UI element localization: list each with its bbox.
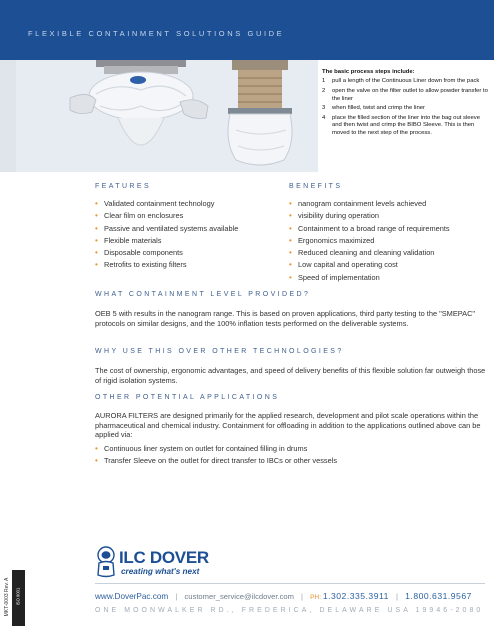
process-steps-title: The basic process steps include: [322,69,415,75]
features-item [95,223,238,235]
containment-level-heading: WHAT CONTAINMENT LEVEL PROVIDED? [95,291,311,298]
process-step [322,88,490,104]
features-list [95,198,238,272]
features-item-text: Retrofits to existing filters [104,260,187,270]
process-steps [322,69,490,138]
process-step-number: 3 [322,105,326,112]
page-title: FLEXIBLE CONTAINMENT SOLUTIONS GUIDE [28,29,285,38]
separator: | [396,592,399,601]
benefits-item [289,259,450,271]
features-item [95,198,238,210]
features-item-text: Disposable components [104,248,183,258]
separator: | [301,592,304,601]
process-step [322,115,490,139]
benefits-item [289,210,450,222]
bullet-icon: • [289,223,292,233]
benefits-heading: BENEFITS [289,183,343,190]
bullet-icon: • [95,235,98,245]
process-step-number: 2 [322,87,326,94]
bullet-icon: • [289,260,292,270]
benefits-list [289,198,450,284]
certification-text: ISO 9001 [15,587,21,606]
footer-address: ONE MOONWALKER RD., FREDERICA, DELAWARE USA 19946-2080 [95,607,484,614]
document-code-text: MKT-0003 Rev. A [4,577,10,617]
features-item [95,247,238,259]
other-applications-item-text: Transfer Sleeve on the outlet for direct transfer to IBCs or other vessels [104,456,338,466]
other-applications-list [95,443,337,468]
bullet-icon: • [289,235,292,245]
other-applications-text: AURORA FILTERS are designed primarily for the applied research, development and pilot scale operations within the pharmaceutical and chemical industry. Containment for offloading in addition to the applications outlined above can be applied via: [95,411,481,440]
bullet-icon: • [289,248,292,258]
benefits-item [289,198,450,210]
process-step-text: pull a length of the Continuous Liner down from the pack [332,78,480,85]
features-item [95,259,238,271]
benefits-item [289,223,450,235]
bullet-icon: • [289,272,292,282]
bullet-icon: • [95,199,98,208]
company-logo[interactable] [95,546,245,582]
benefits-item-text: Reduced cleaning and cleaning validation [298,248,435,258]
features-item-text: Validated containment technology [104,199,215,208]
features-item [95,210,238,222]
features-item-text: Passive and ventilated systems available [104,223,239,233]
benefits-item-text: visibility during operation [298,211,379,221]
features-heading: FEATURES [95,183,152,190]
bullet-icon: • [289,211,292,221]
astronaut-icon [95,546,117,578]
certification-badge [12,570,25,626]
containment-level-text: OEB 5 with results in the nanogram range. This is based on proven applications, third party testing to the "SMEPAC" protocols on similar designs, and the 100% inflation tests performed on the deliverable systems. [95,309,476,328]
benefits-item-text: Containment to a broad range of requirements [298,223,450,233]
benefits-item [289,247,450,259]
features-item-text: Clear film on enclosures [104,211,184,221]
features-item [95,235,238,247]
other-applications-item-text: Continuous liner system on outlet for contained filling in drums [104,444,308,453]
bullet-icon: • [95,260,98,270]
logo-tagline: creating what's next [121,567,200,576]
other-applications-item [95,455,337,467]
bullet-icon: • [95,444,98,453]
bullet-icon: • [95,456,98,466]
product-photo [0,60,318,172]
phone-label: PH [310,594,320,601]
process-step-number: 1 [322,78,326,85]
email-link[interactable]: customer_service@ilcdover.com [184,592,294,601]
bullet-icon: • [289,199,292,208]
other-applications-item [95,443,337,455]
benefits-item-text: Low capital and operating cost [298,260,398,270]
bullet-icon: • [95,223,98,233]
process-step-text: place the filled section of the liner into the bag out sleeve and then twist and crimp the BIBO Sleeve. This is then moved to the next step of the process. [332,114,481,137]
bullet-icon: • [95,248,98,258]
why-use-text: The cost of ownership, ergonomic advantages, and speed of delivery benefits of this flexible solution far outweigh those of rigid isolation systems. [95,366,486,385]
why-use-heading: WHY USE THIS OVER OTHER TECHNOLOGIES? [95,348,344,355]
benefits-item [289,235,450,247]
footer-divider [95,583,485,584]
benefits-item-text: Ergonomics maximized [298,235,375,245]
phone-label-colon: : [319,594,323,601]
bullet-icon: • [95,211,98,221]
process-step-number: 4 [322,114,326,121]
benefits-item-text: Speed of implementation [298,272,380,282]
logo-name: ILC DOVER [119,548,209,567]
process-step-text: when filled, twist and crimp the liner [332,105,425,112]
document-code [3,570,11,626]
benefits-item [289,272,450,284]
website-link[interactable]: www.DoverPac.com [95,592,169,601]
phone-number[interactable]: 1.302.335.3911 [322,591,389,601]
process-step [322,78,490,86]
benefits-item-text: nanogram containment levels achieved [298,199,427,208]
features-item-text: Flexible materials [104,235,162,245]
process-step-text: open the valve on the filter outlet to allow powder transfer to the liner [332,87,488,102]
product-photo-illustration [0,60,318,172]
tollfree-number[interactable]: 1.800.631.9567 [405,591,472,601]
process-step [322,105,490,113]
separator: | [175,592,178,601]
header-band [0,0,494,60]
other-applications-heading: OTHER POTENTIAL APPLICATIONS [95,394,280,401]
footer-contact [95,591,472,601]
